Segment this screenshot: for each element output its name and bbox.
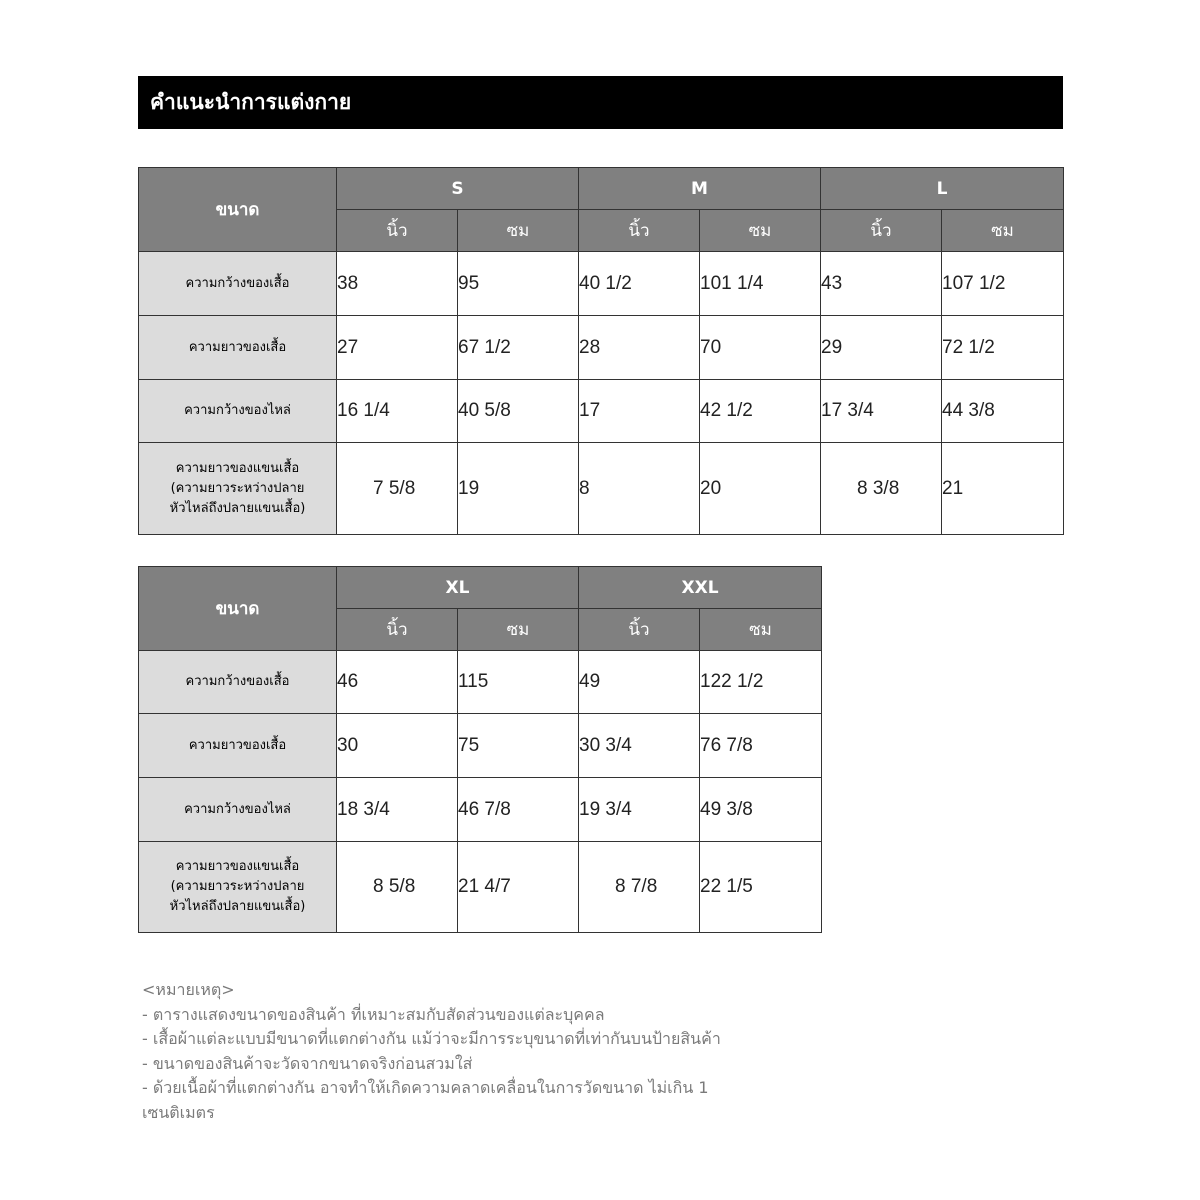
value-cell: 40 1/2 [579,252,700,316]
unit-cm: ซม [700,210,821,252]
value-cell: 19 [458,443,579,535]
value-cell: 42 1/2 [700,380,821,443]
note-line: - เสื้อผ้าแต่ละแบบมีขนาดที่แตกต่างกัน แม้ว่าจะมีการระบุขนาดที่เท่ากันบนป้ายสินค้า [142,1029,721,1048]
value-cell: 49 [579,651,700,714]
value-cell: 29 [821,316,942,380]
size-column-xl: XL [337,567,579,609]
size-column-l: L [821,168,1064,210]
size-header: ขนาด [139,168,337,252]
value-cell: 95 [458,252,579,316]
value-cell: 8 3/8 [821,443,942,535]
row-label-line: (ความยาวระหว่างปลาย [170,879,305,894]
unit-cm: ซม [458,609,579,651]
row-label-line: หัวไหล่ถึงปลายแขนเสื้อ) [169,899,306,914]
value-cell: 122 1/2 [700,651,822,714]
size-header: ขนาด [139,567,337,651]
table-row [139,316,1064,380]
notes-heading: <หมายเหตุ> [142,980,235,999]
value-cell: 67 1/2 [458,316,579,380]
size-column-m: M [579,168,821,210]
note-line: - ด้วยเนื้อผ้าที่แตกต่างกัน อาจทำให้เกิดความคลาดเคลื่อนในการวัดขนาด ไม่เกิน 1 [142,1078,709,1097]
table-row [139,443,1064,535]
table-row [139,380,1064,443]
value-cell: 21 4/7 [458,842,579,933]
value-cell: 38 [337,252,458,316]
row-label [139,842,337,933]
size-column-s: S [337,168,579,210]
value-cell: 43 [821,252,942,316]
page-title: คำแนะนำการแต่งกาย [138,76,1063,129]
value-cell: 72 1/2 [942,316,1064,380]
value-cell: 107 1/2 [942,252,1064,316]
unit-inch: นิ้ว [579,609,700,651]
notes-section [142,978,842,1125]
value-cell: 19 3/4 [579,778,700,842]
value-cell: 27 [337,316,458,380]
value-cell: 17 [579,380,700,443]
size-chart-table-1 [138,167,1064,535]
value-cell: 18 3/4 [337,778,458,842]
row-label: ความยาวของเสื้อ [139,316,337,380]
value-cell: 70 [700,316,821,380]
unit-cm: ซม [458,210,579,252]
value-cell: 16 1/4 [337,380,458,443]
row-label: ความกว้างของเสื้อ [139,651,337,714]
unit-inch: นิ้ว [337,210,458,252]
unit-inch: นิ้ว [337,609,458,651]
value-cell: 20 [700,443,821,535]
value-cell: 17 3/4 [821,380,942,443]
unit-cm: ซม [700,609,822,651]
row-label-line: (ความยาวระหว่างปลาย [170,480,305,496]
note-line: - ขนาดของสินค้าจะวัดจากขนาดจริงก่อนสวมใส่ [142,1053,473,1073]
unit-cm: ซม [942,210,1064,252]
value-cell: 22 1/5 [700,842,822,933]
value-cell: 46 7/8 [458,778,579,842]
value-cell: 21 [942,443,1064,535]
value-cell: 30 3/4 [579,714,700,778]
unit-inch: นิ้ว [579,210,700,252]
row-label-line: ความยาวของแขนเสื้อ [175,859,300,874]
table-row [139,252,1064,316]
value-cell: 101 1/4 [700,252,821,316]
value-cell: 49 3/8 [700,778,822,842]
value-cell: 75 [458,714,579,778]
table-row [139,714,822,778]
row-label: ความกว้างของเสื้อ [139,252,337,316]
value-cell: 8 7/8 [579,842,700,933]
value-cell: 7 5/8 [337,443,458,535]
value-cell: 8 [579,443,700,535]
row-label: ความกว้างของไหล่ [139,778,337,842]
value-cell: 46 [337,651,458,714]
table-row [139,778,822,842]
row-label [139,443,337,535]
row-label: ความกว้างของไหล่ [139,380,337,443]
value-cell: 8 5/8 [337,842,458,933]
note-line: เซนติเมตร [142,1102,215,1122]
size-column-xxl: XXL [579,567,822,609]
value-cell: 40 5/8 [458,380,579,443]
row-label: ความยาวของเสื้อ [139,714,337,778]
value-cell: 76 7/8 [700,714,822,778]
note-line: - ตารางแสดงขนาดของสินค้า ที่เหมาะสมกับสัดส่วนของแต่ละบุคคล [142,1004,605,1024]
value-cell: 28 [579,316,700,380]
value-cell: 44 3/8 [942,380,1064,443]
value-cell: 30 [337,714,458,778]
size-chart-table-2 [138,566,822,933]
table-row [139,842,822,933]
value-cell: 115 [458,651,579,714]
row-label-line: หัวไหล่ถึงปลายแขนเสื้อ) [169,500,306,516]
row-label-line: ความยาวของแขนเสื้อ [175,460,300,476]
table-row [139,651,822,714]
unit-inch: นิ้ว [821,210,942,252]
